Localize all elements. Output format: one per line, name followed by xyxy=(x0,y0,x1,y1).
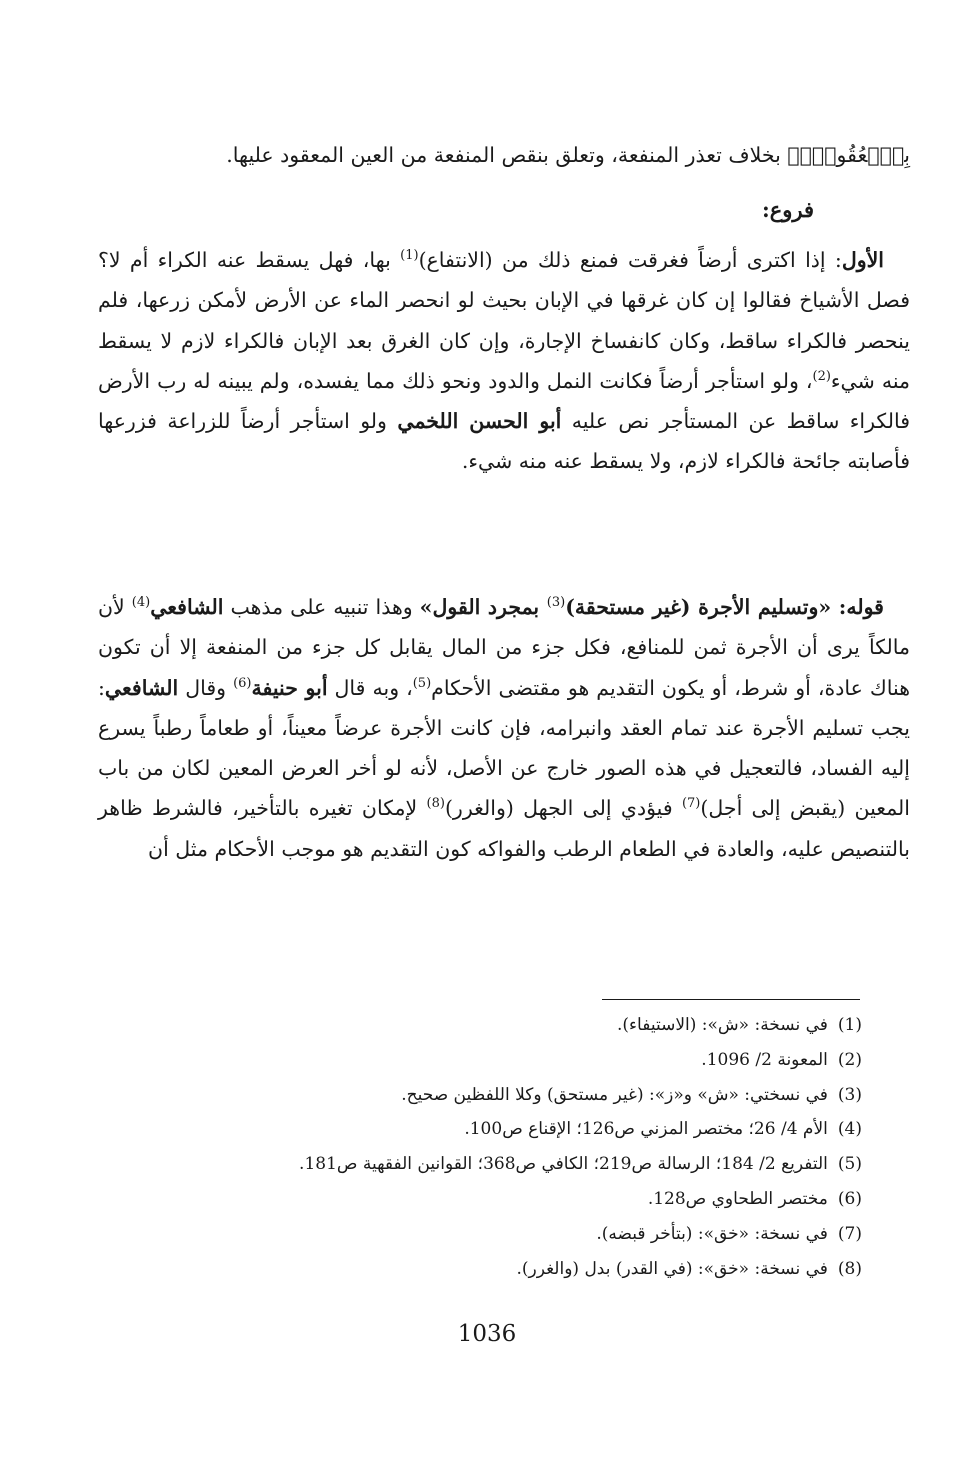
continuation-line: بِٱلۡعُقُودِۚ﴾ بخلاف تعذر المنفعة، وتعلق بنقص المنفعة من العين المعقود عليها. xyxy=(226,143,910,167)
page-number: 1036 xyxy=(457,1321,517,1347)
footnote-item xyxy=(122,1252,862,1287)
body-text-upper xyxy=(98,135,910,175)
footnote-ref-4[interactable]: (4) xyxy=(131,595,151,611)
scholar-name: أبو الحسن اللخمي xyxy=(397,409,562,434)
footnotes-list xyxy=(122,1008,862,1286)
footnote-item xyxy=(122,1078,862,1113)
footnote-item xyxy=(122,1112,862,1147)
section-heading: فروع: xyxy=(761,197,814,222)
footnote-ref-8[interactable]: (8) xyxy=(426,796,445,812)
paragraph-first-branch xyxy=(98,240,910,482)
scholar-shafii: الشافعي xyxy=(150,595,224,619)
footnote-text: في نسخة: «خق»: (بتأخر قبضه). xyxy=(596,1223,828,1244)
quoted-text-end: بمجرد القول» xyxy=(419,595,547,619)
footnote-item xyxy=(122,1043,862,1078)
footnote-ref-6[interactable]: (6) xyxy=(233,675,252,691)
footnote-number: (2) xyxy=(837,1049,862,1070)
footnote-text: الأم 4/ 26؛ مختصر المزني ص126؛ الإقناع ص100. xyxy=(464,1119,828,1140)
scholar-abu-hanifa: أبو حنيفة xyxy=(251,675,328,700)
branch-paragraph: الأول: إذا اكترى أرضاً فغرقت فمنع ذلك من (الانتفاع)$^{(1)}$ بها، فهل يسقط عنه الكراء أم لا؟ فصل الأشياخ فقالوا إن كان غرقها في الإبان بحيث لو انحصر الماء عن الأرض لأمكن زرعها، فلم ينحصر فالكراء ساقط، وكان كانفساخ الإجارة، وإن كان الغرق بعد الإبان فالكراء لازم لا يسقط منه شيء$^{(2)}$، ولو استأجر أرضاً فكانت النمل والدود ونحو ذلك مما يفسده، ولم يبينه له رب الأرض فالكراء ساقط عن المستأجر نص عليه أبو الحسن اللخمي ولو استأجر أرضاً للزراعة فزرعها فأصابته جائحة فالكراء لازم، ولا يسقط عنه منه شيء. xyxy=(98,248,911,474)
footnote-text: التفريع 2/ 184؛ الرسالة ص219؛ الكافي ص368؛ القوانين الفقهية ص181. xyxy=(299,1154,828,1175)
footnote-ref-7[interactable]: (7) xyxy=(681,796,701,812)
footnote-text: المعونة 2/ 1096. xyxy=(701,1049,828,1070)
scholar-shafii-2: الشافعي xyxy=(104,675,179,700)
footnote-number: (4) xyxy=(837,1119,862,1140)
footnote-number: (6) xyxy=(837,1188,862,1209)
footnote-number: (1) xyxy=(837,1015,862,1035)
commentary-paragraph: قوله: «وتسليم الأجرة (غير مستحقة)$^{(3)}$ بمجرد القول» وهذا تنبيه على مذهب الشافعي$^{(4)}$ لأن مالكاً يرى أن الأجرة ثمن للمنافع، فكل جزء من المال يقابل كل جزء من المنفعة إلا أن تكون هناك عادة، أو شرط، أو يكون التقديم هو مقتضى الأحكام$^{(5)}$، وبه قال أبو حنيفة$^{(6)}$ وقال الشافعي: يجب تسليم الأجرة عند تمام العقد وانبرامه، فإن كانت الأجرة عرضاً معيناً، أو طعاماً رطباً يسرع إليه الفساد، فالتعجيل في هذه الصور خارج عن الأصل، لأنه لو أخر العرض المعين لكان من باب المعين (يقبض إلى أجل)$^{(7)}$ فيؤدي إلى الجهل (والغرر)$^{(8)}$ لإمكان تغيره بالتأخير، فالشرط ظاهر بالتنصيص عليه، والعادة في الطعام الرطب والفواكه كون التقديم هو موجب الأحكام مثل أن xyxy=(98,595,911,861)
footnote-item xyxy=(122,1182,862,1217)
footnote-number: (3) xyxy=(837,1084,862,1105)
footnote-item xyxy=(122,1217,862,1252)
quoted-text-lead: قوله: «وتسليم الأجرة (غير مستحقة) xyxy=(565,595,884,619)
branch-lead: الأول xyxy=(841,248,884,272)
footnote-item xyxy=(122,1008,862,1043)
footnote-text: في نسخة: «ش»: (الاستيفاء). xyxy=(617,1015,828,1035)
footnote-text: مختصر الطحاوي ص128. xyxy=(647,1188,828,1209)
footnote-item xyxy=(122,1147,862,1182)
footnote-ref-5[interactable]: (5) xyxy=(412,675,432,691)
paragraph-commentary xyxy=(98,587,910,869)
footnote-number: (7) xyxy=(837,1223,862,1244)
footnote-text: في نسختي: «ش» و«ز»: (غير مستحق) وكلا اللفظين صحيح. xyxy=(401,1084,828,1105)
footnote-number: (8) xyxy=(837,1258,862,1279)
footnote-text: في نسخة: «خق»: (في القدر) بدل (والغرر). xyxy=(516,1258,828,1279)
footnote-ref-2[interactable]: (2) xyxy=(812,369,831,385)
footnote-divider xyxy=(602,999,860,1000)
footnote-ref-3[interactable]: (3) xyxy=(546,595,566,611)
footnote-ref-1[interactable]: (1) xyxy=(400,248,419,264)
footnote-number: (5) xyxy=(837,1154,862,1175)
